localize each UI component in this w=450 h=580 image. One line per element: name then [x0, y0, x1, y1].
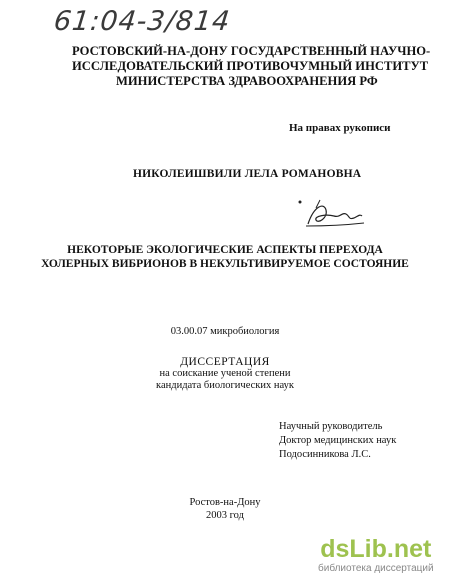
specialty-code: 03.00.07 микробиология: [170, 326, 280, 337]
archive-number-handwritten: 61:04-3/814: [52, 6, 233, 37]
city: Ростов-на-Дону: [189, 497, 261, 508]
place-and-year: [0, 496, 450, 522]
dissertation-title: [0, 243, 450, 271]
supervisor-block: [279, 420, 396, 462]
watermark-tagline: библиотека диссертаций: [318, 563, 434, 574]
supervisor-line-3: Подосинникова Л.С.: [279, 449, 371, 460]
dissertation-line-3: кандидата биологических наук: [156, 380, 294, 391]
watermark-logo: [318, 536, 434, 574]
handwritten-signature: [296, 196, 366, 235]
institution-line-3: МИНИСТЕРСТВА ЗДРАВООХРАНЕНИЯ РФ: [116, 74, 378, 88]
dissertation-line-2: на соискание ученой степени: [159, 368, 291, 379]
title-line-1: НЕКОТОРЫЕ ЭКОЛОГИЧЕСКИЕ АСПЕКТЫ ПЕРЕХОДА: [67, 244, 383, 256]
dissertation-block: [0, 356, 450, 392]
institution-line-2: ИССЛЕДОВАТЕЛЬСКИЙ ПРОТИВОЧУМНЫЙ ИНСТИТУТ: [72, 59, 429, 73]
dissertation-label: ДИССЕРТАЦИЯ: [180, 356, 270, 368]
year: 2003 год: [206, 510, 244, 521]
rights-note: На правах рукописи: [289, 122, 391, 134]
supervisor-line-2: Доктор медицинских наук: [279, 435, 397, 446]
title-line-2: ХОЛЕРНЫХ ВИБРИОНОВ В НЕКУЛЬТИВИРУЕМОЕ СОСТОЯНИЕ: [41, 258, 409, 270]
institution-header: [72, 44, 431, 89]
supervisor-line-1: Научный руководитель: [279, 421, 383, 432]
watermark-brand: dsLib.net: [320, 535, 432, 563]
author-name: НИКОЛЕИШВИЛИ ЛЕЛА РОМАНОВНА: [133, 168, 362, 180]
institution-line-1: РОСТОВСКИЙ-НА-ДОНУ ГОСУДАРСТВЕННЫЙ НАУЧНО-: [72, 44, 431, 58]
